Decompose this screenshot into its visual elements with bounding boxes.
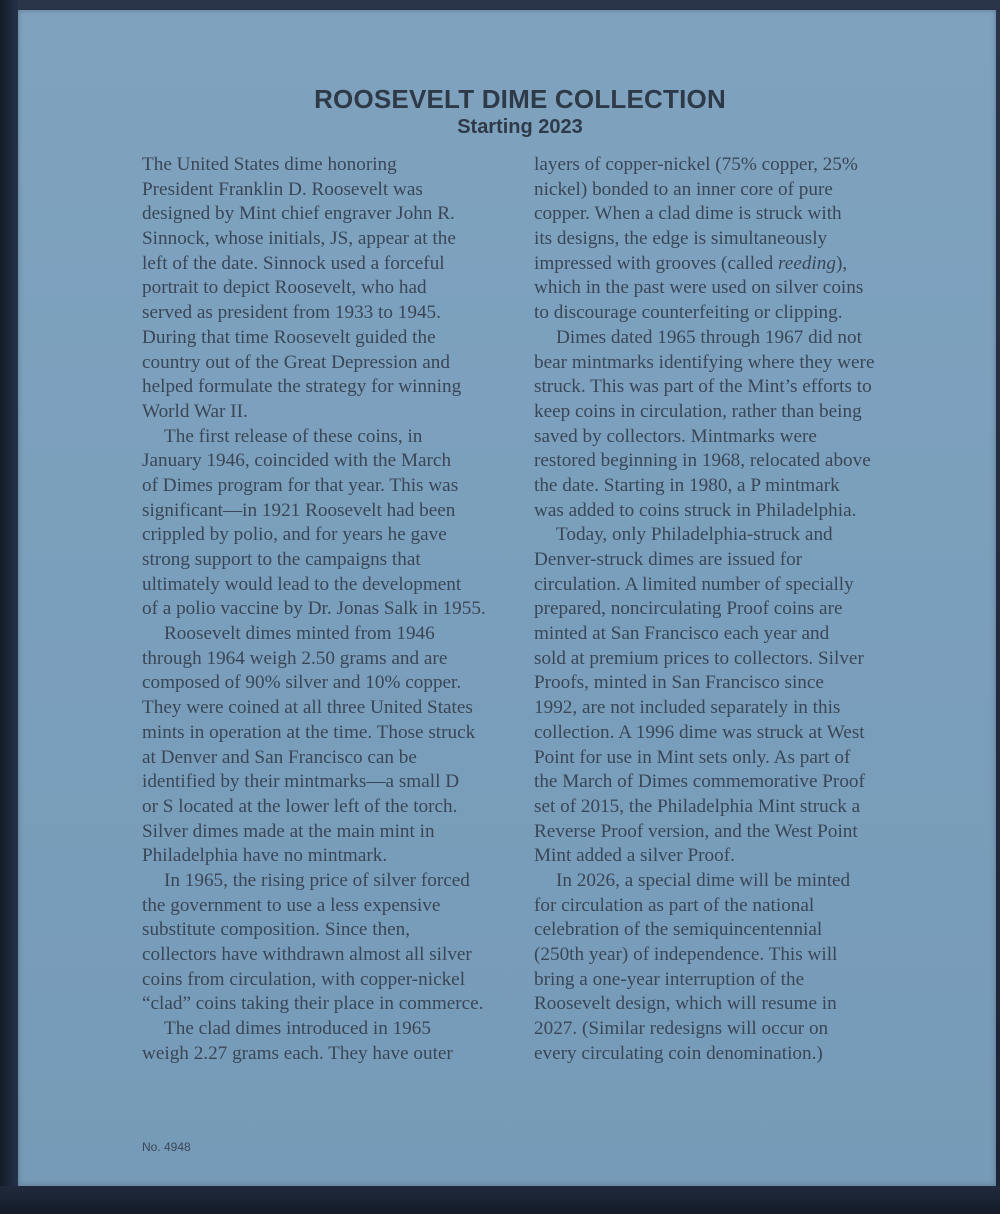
- text-line: During that time Roosevelt guided the: [142, 326, 436, 348]
- text-line: sold at premium prices to collectors. Silver: [534, 647, 864, 669]
- text-line: bring a one-year interruption of the: [534, 968, 805, 990]
- text-line: for circulation as part of the national: [534, 894, 815, 916]
- text-line: every circulating coin denomination.): [534, 1042, 823, 1064]
- text-line: to discourage counterfeiting or clipping.: [534, 302, 843, 324]
- text-line: (250th year) of independence. This will: [534, 944, 838, 965]
- text-line: the date. Starting in 1980, a P mintmark: [534, 474, 840, 496]
- album-page: [18, 10, 996, 1186]
- text-line: Roosevelt design, which will resume in: [534, 993, 837, 1015]
- text-line: Denver-struck dimes are issued for: [534, 549, 803, 570]
- text-line: its designs, the edge is simultaneously: [534, 228, 828, 250]
- left-text-column: [142, 153, 514, 1066]
- text-line: composed of 90% silver and 10% copper.: [142, 672, 462, 694]
- text-line: President Franklin D. Roosevelt was: [142, 178, 423, 200]
- page-title: ROOSEVELT DIME COLLECTION: [314, 84, 726, 114]
- text-line: of a polio vaccine by Dr. Jonas Salk in 1955.: [142, 598, 486, 620]
- text-line: significant—in 1921 Roosevelt had been: [142, 499, 456, 521]
- text-line: layers of copper-nickel (75% copper, 25%: [534, 154, 858, 175]
- text-line: prepared, noncirculating Proof coins are: [534, 598, 843, 620]
- text-line: or S located at the lower left of the torch.: [142, 795, 458, 817]
- text-line: In 2026, a special dime will be minted: [556, 869, 851, 891]
- text-line: Reverse Proof version, and the West Point: [534, 820, 858, 842]
- binder-bottom-edge: [0, 1186, 1000, 1214]
- text-line: “clad” coins taking their place in commerce.: [142, 993, 484, 1015]
- text-line: left of the date. Sinnock used a forceful: [142, 252, 445, 274]
- text-line: mints in operation at the time. Those struck: [142, 721, 476, 743]
- text-line: celebration of the semiquincentennial: [534, 919, 823, 941]
- catalog-number: No. 4948: [142, 1140, 191, 1154]
- text-line: 1992, are not included separately in this: [534, 697, 841, 719]
- text-line: identified by their mintmarks—a small D: [142, 771, 460, 793]
- text-line: restored beginning in 1968, relocated above: [534, 450, 871, 472]
- text-line: Mint added a silver Proof.: [534, 845, 735, 867]
- text-line: substitute composition. Since then,: [142, 919, 411, 941]
- text-line: crippled by polio, and for years he gave: [142, 524, 447, 546]
- text-line: portrait to depict Roosevelt, who had: [142, 277, 427, 299]
- text-line: strong support to the campaigns that: [142, 549, 421, 570]
- page-subtitle: Starting 2023: [457, 116, 583, 138]
- text-line: coins from circulation, with copper-nickel: [142, 968, 466, 990]
- text-line: Today, only Philadelphia-struck and: [556, 524, 833, 546]
- text-line: They were coined at all three United States: [142, 697, 473, 719]
- text-line: was added to coins struck in Philadelphia.: [534, 499, 857, 521]
- text-line: saved by collectors. Mintmarks were: [534, 425, 817, 447]
- text-line: circulation. A limited number of specially: [534, 573, 854, 595]
- text-line: Philadelphia have no mintmark.: [142, 845, 388, 867]
- text-line: minted at San Francisco each year and: [534, 623, 830, 645]
- text-line: struck. This was part of the Mint’s efforts to: [534, 376, 872, 398]
- text-line: Roosevelt dimes minted from 1946: [164, 623, 435, 645]
- text-line: Silver dimes made at the main mint in: [142, 820, 435, 842]
- text-line: collection. A 1996 dime was struck at West: [534, 721, 865, 743]
- text-line: 2027. (Similar redesigns will occur on: [534, 1018, 829, 1040]
- text-line: copper. When a clad dime is struck with: [534, 203, 842, 225]
- text-line: January 1946, coincided with the March: [142, 450, 452, 472]
- text-line: through 1964 weigh 2.50 grams and are: [142, 647, 448, 669]
- text-line: Sinnock, whose initials, JS, appear at the: [142, 228, 456, 250]
- text-line: In 1965, the rising price of silver forced: [164, 869, 470, 891]
- text-line: Point for use in Mint sets only. As part of: [534, 746, 851, 768]
- text-line: served as president from 1933 to 1945.: [142, 302, 441, 324]
- text-line: bear mintmarks identifying where they were: [534, 351, 875, 373]
- text-line: nickel) bonded to an inner core of pure: [534, 178, 833, 200]
- text-line: at Denver and San Francisco can be: [142, 746, 417, 768]
- text-line: collectors have withdrawn almost all silver: [142, 944, 472, 965]
- binder-spine-edge: [0, 0, 18, 1214]
- text-line: set of 2015, the Philadelphia Mint struck a: [534, 795, 861, 817]
- text-line: designed by Mint chief engraver John R.: [142, 203, 455, 225]
- text-line: ultimately would lead to the development: [142, 573, 462, 595]
- text-line: country out of the Great Depression and: [142, 351, 450, 373]
- text-line: the March of Dimes commemorative Proof: [534, 771, 865, 793]
- text-line: The clad dimes introduced in 1965: [164, 1018, 431, 1040]
- text-line: The first release of these coins, in: [164, 425, 423, 447]
- text-line: Proofs, minted in San Francisco since: [534, 672, 824, 694]
- right-text-column: [534, 153, 904, 1066]
- text-line: keep coins in circulation, rather than being: [534, 400, 862, 422]
- text-line: weigh 2.27 grams each. They have outer: [142, 1042, 453, 1064]
- text-line: World War II.: [142, 400, 248, 422]
- text-line: impressed with grooves (called reeding),: [534, 252, 848, 274]
- text-line: the government to use a less expensive: [142, 894, 441, 916]
- text-line: of Dimes program for that year. This was: [142, 474, 459, 496]
- text-line: Dimes dated 1965 through 1967 did not: [556, 326, 862, 348]
- text-line: which in the past were used on silver coins: [534, 277, 864, 299]
- text-line: helped formulate the strategy for winning: [142, 376, 462, 398]
- text-line: The United States dime honoring: [142, 154, 397, 175]
